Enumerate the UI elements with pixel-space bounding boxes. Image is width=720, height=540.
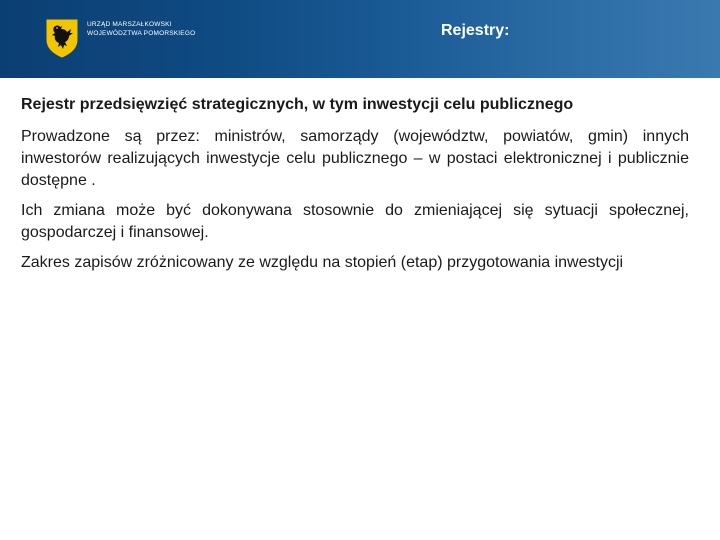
org-logo: [45, 18, 195, 58]
paragraph-3: Zakres zapisów zróżnicowany ze względu na stopień (etap) przygotowania inwestycji: [21, 254, 624, 271]
paragraph-2: Ich zmiana może być dokonywana stosownie do zmieniającej się sytuacji społecznej, gospodarczej i finansowej.: [21, 202, 689, 241]
org-name: [87, 20, 195, 38]
header-bar: [0, 0, 720, 78]
section-heading: Rejestr przedsięwzięć strategicznych, w tym inwestycji celu publicznego: [21, 96, 574, 113]
griffin-crest-icon: [45, 18, 79, 58]
page-title: Rejestry:: [441, 22, 510, 39]
paragraph-1: Prowadzone są przez: ministrów, samorządy (województw, powiatów, gmin) innych inwestorów realizujących inwestycje celu publicznego – w postaci elektronicznej i publicznie dostępne .: [21, 128, 689, 189]
slide-content: [21, 94, 689, 282]
org-name-line1: URZĄD MARSZAŁKOWSKI: [87, 21, 172, 28]
org-name-line2: WOJEWÓDZTWA POMORSKIEGO: [87, 30, 196, 37]
